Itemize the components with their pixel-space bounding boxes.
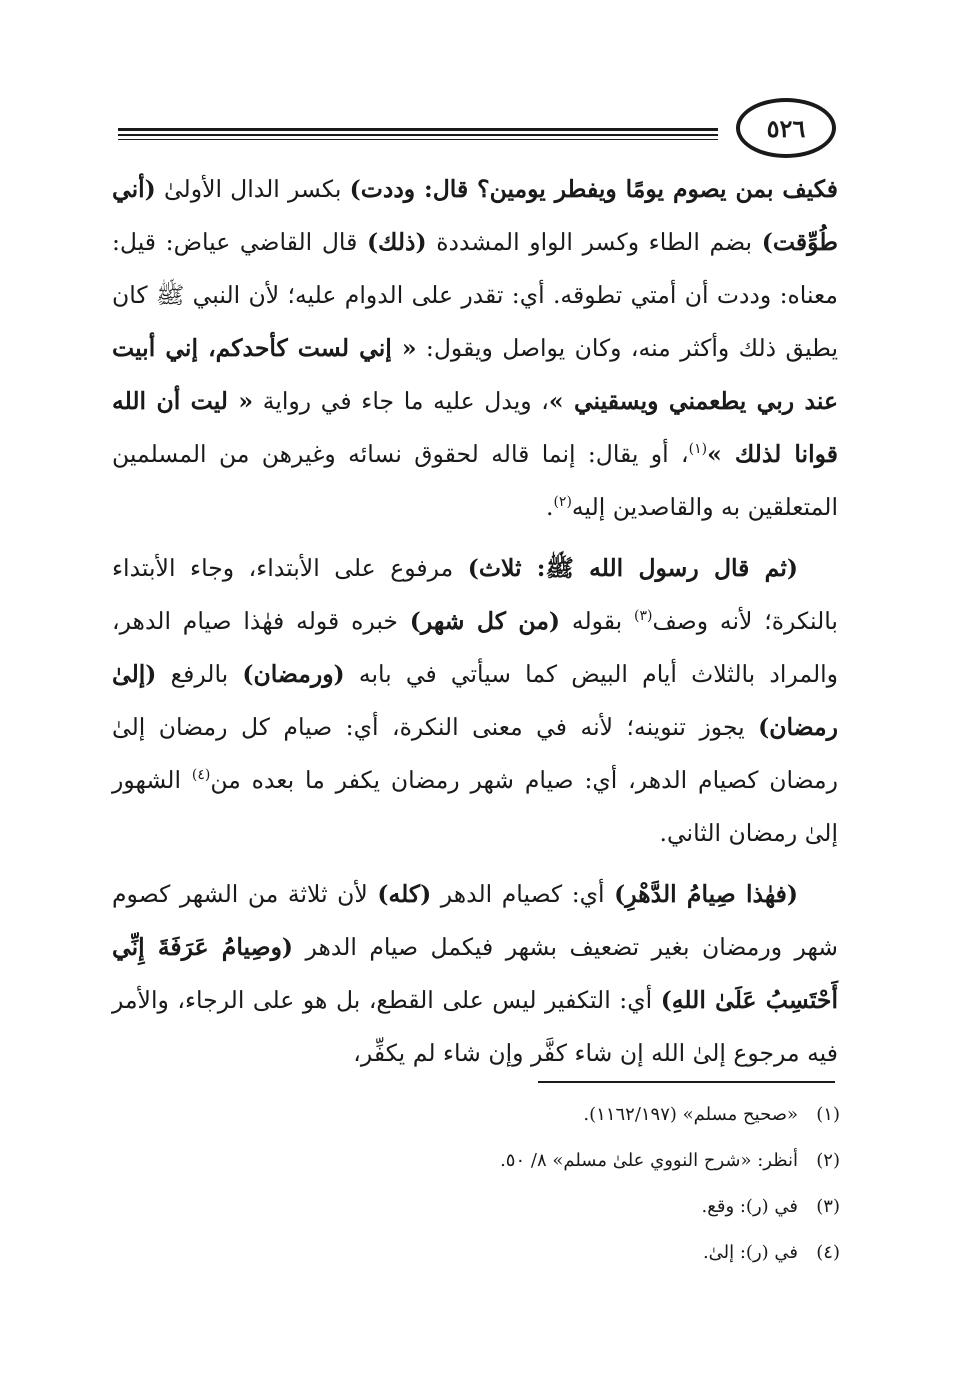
text-span: أي: التكفير ليس على القطع، بل هو على الرجاء، والأمر فيه مرجوع إلىٰ الله إن شاء كفَّر وإن شاء لم يكفِّر،	[112, 986, 838, 1067]
header-rule-medium	[118, 134, 718, 136]
header-rule-thin	[118, 139, 718, 140]
footnote-text: أنظر: «شرح النووي علىٰ مسلم» ٨/ ٥٠.	[500, 1150, 798, 1171]
footnote-separator	[538, 1081, 835, 1083]
footnote-text: في (ر): وقع.	[701, 1196, 798, 1217]
text-span: خبره قوله فهٰذا صيام الدهر، والمراد بالثلاث أيام البيض كما سيأتي في بابه	[112, 607, 838, 688]
text-span: مرفوع على الأبتداء، وجاء الأبتداء بالنكرة؛ لأنه وصف	[112, 554, 838, 635]
text-span: بالرفع	[156, 660, 243, 688]
text-span: ، ويدل عليه ما جاء في رواية	[253, 387, 549, 415]
text-span: (ثم قال رسول الله ﷺ: ثلاث)	[467, 554, 798, 582]
footnote-number: (٤)	[816, 1242, 840, 1263]
text-span: (ورمضان)	[242, 660, 345, 688]
footnote-ref: (٤)	[191, 767, 211, 784]
text-span: .	[545, 493, 554, 521]
text-span: قال القاضي عياض: قيل: معناه: وددت أن أمتي تطوقه. أي: تقدر على الدوام عليه؛ لأن النبي ﷺ كان يطيق ذلك وأكثر منه، وكان يواصل ويقول:	[112, 228, 838, 362]
footnote-text: «صحيح مسلم» (١١٦٢/١٩٧).	[583, 1104, 798, 1125]
text-span: ، أو يقال: إنما قاله لحقوق نسائه وغيرهن من المسلمين المتعلقين به والقاصدين إليه	[112, 440, 838, 521]
footnote-item	[200, 1184, 840, 1230]
text-span: (أني طُوِّقت)	[112, 175, 838, 256]
text-span: « إني لست كأحدكم، إني أبيت عند ربي يطعمني ويسقيني »	[112, 334, 838, 415]
footnote-item	[200, 1230, 840, 1276]
footnote-number: (٢)	[816, 1150, 840, 1171]
text-span: (كله)	[377, 880, 432, 908]
footnote-ref: (٣)	[634, 608, 653, 625]
text-span: لأن ثلاثة من الشهر كصوم شهر ورمضان بغير تضعيف بشهر فيكمل صيام الدهر	[112, 880, 838, 961]
text-span: فكيف بمن يصوم يومًا ويفطر يومين؟ قال: وددت)	[349, 175, 839, 203]
text-span: (وصِيامُ عَرَفَةَ إِنِّي أَحْتَسِبُ عَلَىٰ اللهِ)	[112, 933, 838, 1014]
footnotes	[200, 1092, 840, 1276]
footnote-ref: (٢)	[553, 494, 572, 511]
text-span: (فهٰذا صِيامُ الدَّهْرِ)	[614, 880, 798, 908]
text-span: (ذلك)	[366, 228, 427, 256]
footnote-ref: (١)	[688, 441, 708, 458]
text-span: « ليت أن الله قوانا لذلك »	[112, 387, 838, 468]
paragraph-1	[112, 163, 838, 534]
text-span: بكسر الدال الأولىٰ	[155, 175, 350, 203]
paragraph-3	[112, 868, 838, 1080]
header-rule-thick	[118, 128, 718, 131]
text-span: يجوز تنوينه؛ لأنه في معنى النكرة، أي: صيام كل رمضان إلىٰ رمضان كصيام الدهر، أي: صيام شهر رمضان يكفر ما بعده من	[112, 713, 838, 794]
main-text	[112, 163, 838, 1080]
page-header	[118, 92, 836, 164]
text-span: (من كل شهر)	[409, 607, 561, 635]
text-span: بضم الطاء وكسر الواو المشددة	[426, 228, 762, 256]
footnote-item	[200, 1092, 840, 1138]
footnote-item	[200, 1138, 840, 1184]
text-span: الشهور إلىٰ رمضان الثاني.	[112, 766, 838, 847]
text-span: (إلىٰ رمضان)	[112, 660, 838, 741]
page-number: ٥٢٦	[736, 98, 836, 158]
text-span: أي: كصيام الدهر	[431, 880, 615, 908]
footnote-number: (٣)	[816, 1196, 840, 1217]
footnote-text: في (ر): إلىٰ.	[702, 1242, 798, 1263]
paragraph-2	[112, 542, 838, 860]
footnote-number: (١)	[816, 1104, 840, 1125]
text-span: بقوله	[560, 607, 634, 635]
